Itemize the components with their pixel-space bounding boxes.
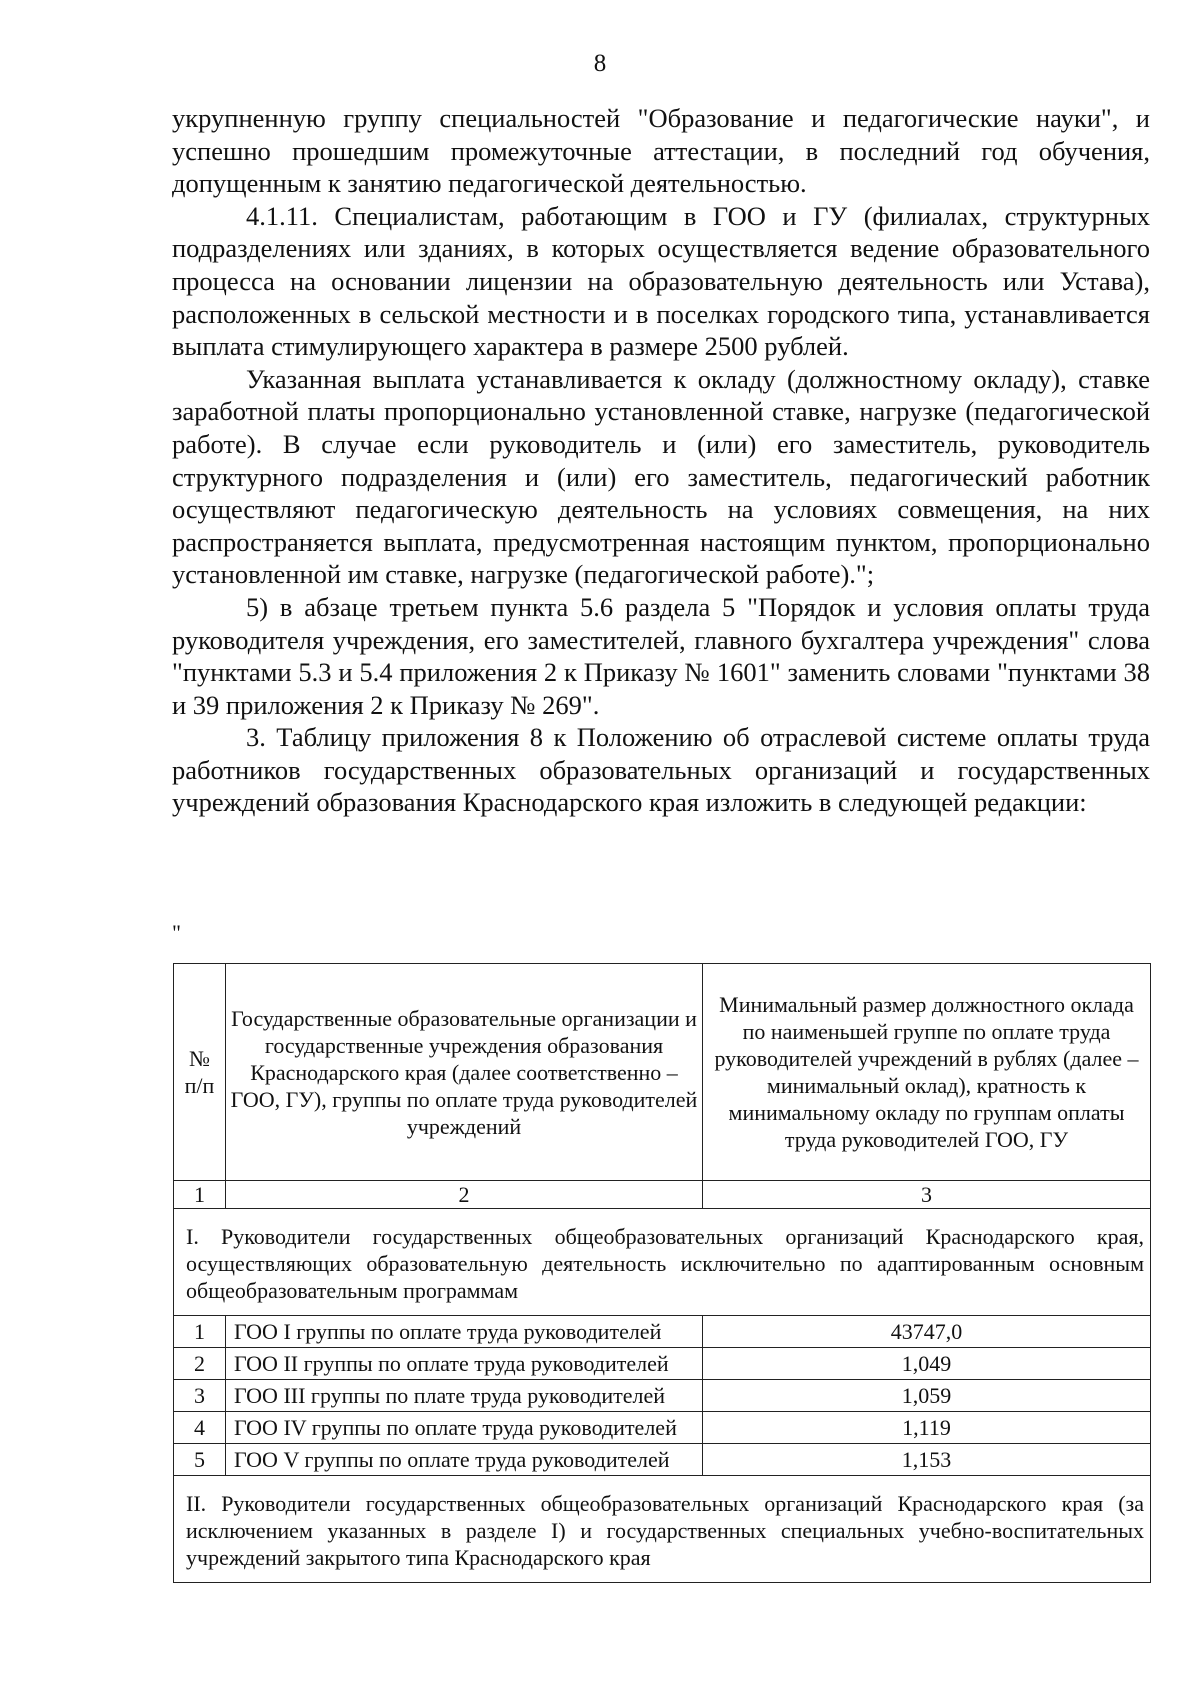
table-header-row bbox=[174, 964, 1151, 1181]
row-name: ГОО V группы по оплате труда руководителей bbox=[226, 1444, 703, 1476]
table-row bbox=[174, 1316, 1151, 1348]
paragraph: Указанная выплата устанавливается к окладу (должностному окладу), ставке заработной платы пропорционально установленной ставке, нагрузке (педагогической работе). В случае если руководитель и (или) его заместитель, руководитель структурного подразделения и (или) его заместитель, педагогический работник осуществляют педагогическую деятельность на условиях совмещения, на них распространяется выплата, предусмотренная настоящим пунктом, пропорционально установленной им ставке, нагрузке (педагогической работе)."; bbox=[172, 363, 1150, 590]
section-1-title: I. Руководители государственных общеобразовательных организаций Краснодарского края, осуществляющих образовательную деятельность исключительно по адаптированным основным общеобразовательным программам bbox=[174, 1209, 1151, 1316]
row-number: 3 bbox=[174, 1380, 226, 1412]
paragraph: 4.1.11. Специалистам, работающим в ГОО и ГУ (филиалах, структурных подразделениях или зданиях, в которых осуществляется ведение образовательного процесса на основании лицензии на образовательную деятельность или Устава), расположенных в сельской местности и в поселках городского типа, устанавливается выплата стимулирующего характера в размере 2500 рублей. bbox=[172, 200, 1150, 362]
header-organizations: Государственные образовательные организации и государственные учреждения образования Краснодарского края (далее соответственно – ГОО, ГУ), группы по оплате труда руководителей учреждений bbox=[226, 964, 703, 1181]
opening-quote-mark: " bbox=[172, 920, 181, 945]
row-name: ГОО IV группы по оплате труда руководителей bbox=[226, 1412, 703, 1444]
row-value: 43747,0 bbox=[703, 1316, 1151, 1348]
salary-table bbox=[173, 963, 1151, 1583]
section-row bbox=[174, 1209, 1151, 1316]
row-value: 1,059 bbox=[703, 1380, 1151, 1412]
column-number-row bbox=[174, 1181, 1151, 1209]
row-number: 2 bbox=[174, 1348, 226, 1380]
section-2-title: II. Руководители государственных общеобразовательных организаций Краснодарского края (за исключением указанных в разделе I) и государственных специальных учебно-воспитательных учреждений закрытого типа Краснодарского края bbox=[174, 1476, 1151, 1583]
section-row bbox=[174, 1476, 1151, 1583]
row-value: 1,049 bbox=[703, 1348, 1151, 1380]
row-name: ГОО III группы по плате труда руководителей bbox=[226, 1380, 703, 1412]
row-value: 1,153 bbox=[703, 1444, 1151, 1476]
paragraph: 3. Таблицу приложения 8 к Положению об отраслевой системе оплаты труда работников государственных образовательных организаций и государственных учреждений образования Краснодарского края изложить в следующей редакции: bbox=[172, 722, 1150, 818]
row-number: 1 bbox=[174, 1316, 226, 1348]
column-number: 2 bbox=[226, 1181, 703, 1209]
document-body bbox=[172, 102, 1150, 819]
column-number: 3 bbox=[703, 1181, 1151, 1209]
header-number: № п/п bbox=[174, 964, 226, 1181]
column-number: 1 bbox=[174, 1181, 226, 1209]
table-row bbox=[174, 1348, 1151, 1380]
header-minimum-salary: Минимальный размер должностного оклада по наименьшей группе по оплате труда руководителей учреждений в рублях (далее – минимальный оклад), кратность к минимальному окладу по группам оплаты труда руководителей ГОО, ГУ bbox=[703, 964, 1151, 1181]
paragraph: укрупненную группу специальностей "Образование и педагогические науки", и успешно прошедшим промежуточные аттестации, в последний год обучения, допущенным к занятию педагогической деятельностью. bbox=[172, 103, 1150, 199]
row-number: 4 bbox=[174, 1412, 226, 1444]
table-row bbox=[174, 1380, 1151, 1412]
page-number: 8 bbox=[593, 50, 607, 77]
row-name: ГОО I группы по оплате труда руководителей bbox=[226, 1316, 703, 1348]
row-number: 5 bbox=[174, 1444, 226, 1476]
table-row bbox=[174, 1412, 1151, 1444]
row-value: 1,119 bbox=[703, 1412, 1151, 1444]
table-row bbox=[174, 1444, 1151, 1476]
paragraph: 5) в абзаце третьем пункта 5.6 раздела 5 "Порядок и условия оплаты труда руководителя учреждения, его заместителей, главного бухгалтера учреждения" слова "пунктами 5.3 и 5.4 приложения 2 к Приказу № 1601" заменить словами "пунктами 38 и 39 приложения 2 к Приказу № 269". bbox=[172, 591, 1150, 720]
row-name: ГОО II группы по оплате труда руководителей bbox=[226, 1348, 703, 1380]
